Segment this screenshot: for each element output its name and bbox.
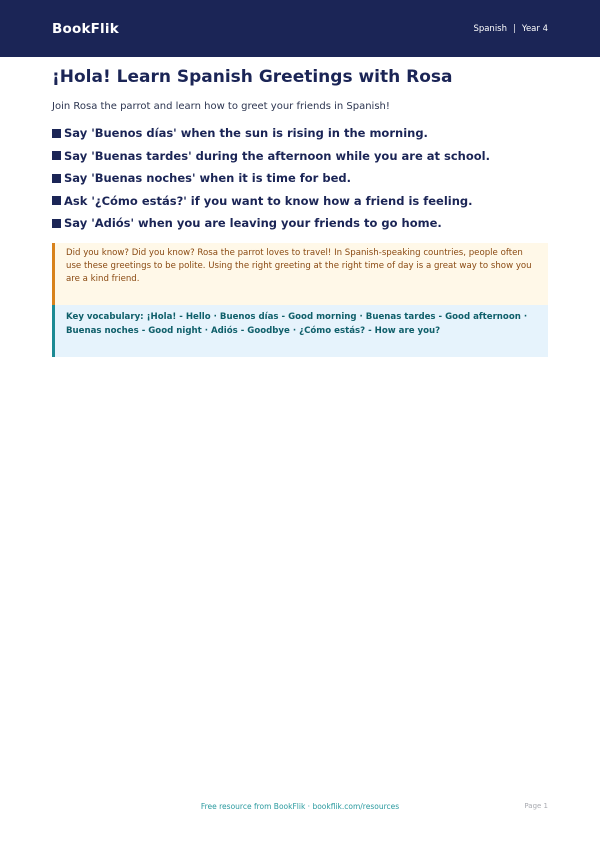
subject-label: Spanish xyxy=(473,23,508,34)
square-bullet-icon xyxy=(52,151,61,160)
page-header xyxy=(0,0,600,57)
square-bullet-icon xyxy=(52,219,61,228)
page-number: Page 1 xyxy=(524,802,548,810)
list-item-text: Say 'Buenas tardes' during the afternoon while you are at school. xyxy=(64,148,490,163)
key-vocabulary-callout: Key vocabulary: ¡Hola! - Hello · Buenos días - Good morning · Buenas tardes - Good afternoon · Buenas noches - Good night · Adiós - Goodbye · ¿Cómo estás? - How are you? xyxy=(52,305,548,357)
square-bullet-icon xyxy=(52,129,61,138)
list-item xyxy=(52,167,552,190)
footer-resource-link[interactable]: Free resource from BookFlik · bookflik.com/resources xyxy=(200,802,400,811)
list-item xyxy=(52,212,552,235)
intro-text: Join Rosa the parrot and learn how to greet your friends in Spanish! xyxy=(52,101,390,112)
list-item xyxy=(52,145,552,168)
list-item xyxy=(52,190,552,213)
list-item-text: Ask '¿Cómo estás?' if you want to know how a friend is feeling. xyxy=(64,193,473,208)
square-bullet-icon xyxy=(52,174,61,183)
list-item-text: Say 'Adiós' when you are leaving your friends to go home. xyxy=(64,216,442,231)
square-bullet-icon xyxy=(52,196,61,205)
page-title: ¡Hola! Learn Spanish Greetings with Rosa xyxy=(52,67,453,87)
list-item-text: Say 'Buenas noches' when it is time for bed. xyxy=(64,171,351,186)
list-item-text: Say 'Buenos días' when the sun is rising in the morning. xyxy=(64,126,428,141)
meta-separator: | xyxy=(513,23,516,34)
header-meta xyxy=(473,24,548,34)
did-you-know-callout: Did you know? Did you know? Rosa the parrot loves to travel! In Spanish-speaking countries, people often use these greetings to be polite. Using the right greeting at the right time of day is a great way to show you are a kind friend. xyxy=(52,243,548,305)
year-label: Year 4 xyxy=(521,23,548,34)
list-item xyxy=(52,122,552,145)
greeting-list xyxy=(52,122,552,235)
brand-logo-text[interactable]: BookFlik xyxy=(52,20,119,37)
